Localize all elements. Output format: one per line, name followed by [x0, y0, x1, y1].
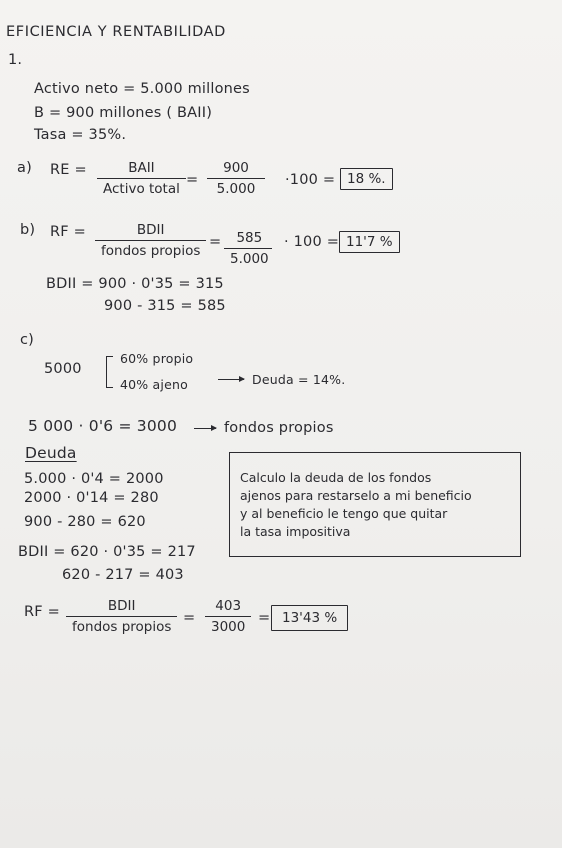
part-c-fondos-calc: 5 000 · 0'6 = 3000	[28, 417, 178, 435]
fraction-denominator: fondos propios	[72, 619, 172, 636]
page-title: EFICIENCIA Y RENTABILIDAD	[6, 24, 226, 40]
part-b-calc-subtraction: 900 - 315 = 585	[104, 298, 226, 314]
fraction-denominator: 5.000	[216, 181, 256, 198]
part-c-propio: 60% propio	[120, 351, 194, 366]
bdii-calc-1: BDII = 620 · 0'35 = 217	[18, 544, 196, 560]
deuda-calc-2: 2000 · 0'14 = 280	[24, 490, 159, 506]
part-c-deuda-rate: Deuda = 14%.	[252, 372, 346, 387]
fraction-numerator: BDII	[136, 222, 165, 238]
part-c-fondos-label: fondos propios	[224, 420, 334, 436]
fraction-numerator: BAII	[128, 160, 155, 176]
given-tasa: Tasa = 35%.	[34, 127, 127, 143]
part-b-result-box: 11'7 %	[339, 231, 400, 253]
deuda-heading: Deuda	[25, 444, 77, 462]
part-c-total: 5000	[44, 361, 82, 377]
note-line: la tasa impositiva	[240, 524, 351, 539]
fraction-numerator: 900	[223, 160, 249, 176]
note-line: Calculo la deuda de los fondos	[240, 470, 432, 485]
arrow-icon	[218, 379, 244, 380]
part-b-equals: =	[209, 234, 222, 250]
rf-fraction-2	[205, 598, 251, 635]
part-a-fraction-1	[97, 160, 186, 197]
arrow-icon	[194, 428, 216, 429]
part-a-result-box: 18 %.	[340, 168, 393, 190]
given-activo: Activo neto = 5.000 millones	[34, 81, 250, 97]
part-b-times: · 100 =	[284, 234, 340, 250]
fraction-denominator: Activo total	[103, 181, 180, 198]
note-line: ajenos para restarselo a mi beneficio	[240, 488, 472, 503]
part-c-ajeno: 40% ajeno	[120, 377, 188, 392]
rf-result-box: 13'43 %	[271, 605, 348, 631]
fraction-denominator: 5.000	[230, 251, 269, 268]
part-a-fraction-2	[207, 160, 265, 197]
part-b-lhs: RF =	[50, 224, 86, 240]
part-c-label: c)	[20, 332, 35, 348]
part-b-calc-bdii: BDII = 900 · 0'35 = 315	[46, 276, 224, 292]
rf-equals: =	[183, 610, 196, 626]
part-a-label: a)	[17, 160, 32, 176]
exercise-number: 1.	[8, 52, 23, 68]
part-b-fraction-2	[224, 230, 275, 267]
part-b-fraction-1	[95, 222, 206, 259]
part-a-times: ·100 =	[285, 172, 336, 188]
explanation-note-box	[229, 452, 521, 557]
note-line: y al beneficio le tengo que quitar	[240, 506, 448, 521]
bdii-calc-2: 620 - 217 = 403	[62, 567, 184, 583]
split-bracket	[106, 356, 113, 388]
part-a-equals: =	[186, 172, 199, 188]
part-b-label: b)	[20, 222, 36, 238]
fraction-numerator: 585	[236, 230, 263, 246]
fraction-numerator: BDII	[107, 598, 136, 614]
rf-lhs: RF =	[24, 604, 60, 620]
fraction-numerator: 403	[215, 598, 242, 614]
fraction-denominator: 3000	[211, 619, 246, 636]
fraction-denominator: fondos propios	[101, 243, 201, 260]
given-bai: B = 900 millones ( BAII)	[34, 105, 213, 121]
rf-fraction-1	[66, 598, 177, 635]
deuda-calc-1: 5.000 · 0'4 = 2000	[24, 471, 164, 487]
rf-equals-2: =	[258, 610, 271, 626]
part-a-lhs: RE =	[50, 162, 87, 178]
deuda-calc-3: 900 - 280 = 620	[24, 514, 146, 530]
